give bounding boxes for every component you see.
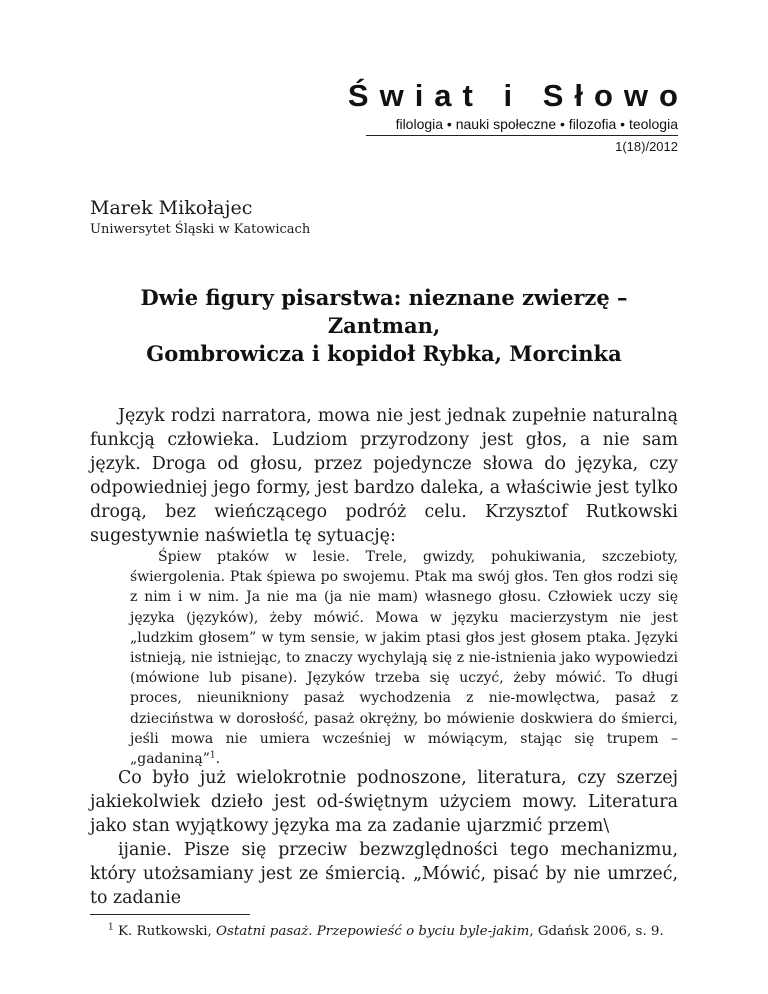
paragraph-2-part-a: Co było już wielokrotnie podnoszone, literatura, czy szerzej jakiekolwiek dzieło jest od-świętnym użyciem mowy. Literatura jako stan wyjątkowy języka ma za zadanie ujarzmić przem\ bbox=[90, 768, 678, 836]
journal-header bbox=[347, 78, 689, 155]
title-line-1: Dwie figury pisarstwa: nieznane zwierzę – Zantman, bbox=[140, 285, 628, 338]
issue-number: 1(18)/2012 bbox=[615, 139, 678, 154]
quote-footnote-mark: 1 bbox=[209, 750, 216, 761]
footnote-rest: , Gdańsk 2006, s. 9. bbox=[529, 924, 664, 939]
quote-text: Śpiew ptaków w lesie. Trele, gwizdy, pohukiwania, szczebioty, świergolenia. Ptak śpiewa po swojemu. Ptak ma swój głos. Ten głos rodzi się z nim i w nim. Ja nie ma (ja nie mam) własnego głosu. Człowiek uczy się języka (języków), żeby mówić. Mowa w języku macierzystym nie jest „ludzkim głosem” w tym sensie, w jakim ptasi głos jest głosem ptaka. Języki istnieją, nie istniejąc, to znaczy wychylają się z nie-istnienia jako wypowiedzi (mówione lub pisane). Języków trzeba się uczyć, żeby mówić. To długi proces, nieunikniony pasaż wychodzenia z nie-mowlęctwa, pasaż z dzieciństwa w dorosłość, pasaż okrężny, bo mówienie doskwiera do śmierci, jeśli mowa nie umiera wcześniej w mówiącym, stając się trupem – „gadaniną” bbox=[130, 549, 678, 768]
footnote bbox=[108, 923, 664, 941]
journal-title: Świat i Słowo bbox=[347, 78, 689, 113]
journal-subtitle: filologia • nauki społeczne • filozofia • teologia bbox=[395, 116, 678, 132]
quote-end: . bbox=[215, 751, 221, 768]
paragraph-2 bbox=[90, 766, 678, 910]
author-affiliation: Uniwersytet Śląski w Katowicach bbox=[90, 222, 311, 237]
author-name: Marek Mikołajec bbox=[90, 197, 253, 219]
paragraph-1: Język rodzi narratora, mowa nie jest jednak zupełnie naturalną funkcją człowieka. Ludziom przyrodzony jest głos, a nie sam język. Droga od głosu, przez pojedyncze słowa do języka, czy odpowiedniej jego formy, jest bardzo daleka, a właściwie jest tylko drogą, bez wieńczącego podróż celu. Krzysztof Rutkowski sugestywnie naświetla tę sytuację: bbox=[90, 406, 678, 546]
block-quote bbox=[130, 547, 678, 769]
footnote-author: K. Rutkowski, bbox=[118, 924, 212, 939]
footnote-book-title: Ostatni pasaż. Przepowieść o byciu byle-jakim bbox=[216, 924, 530, 939]
header-divider bbox=[366, 135, 678, 136]
footnote-divider bbox=[90, 914, 250, 915]
article-title bbox=[90, 284, 678, 368]
paragraph-2-part-b: ijanie. Pisze się przeciw bezwzględności tego mechanizmu, który utożsamiany jest ze śmiercią. „Mówić, pisać by nie umrzeć, to zadanie bbox=[90, 840, 678, 908]
footnote-mark: 1 bbox=[108, 922, 114, 933]
title-line-2: Gombrowicza i kopidoł Rybka, Morcinka bbox=[146, 341, 622, 366]
